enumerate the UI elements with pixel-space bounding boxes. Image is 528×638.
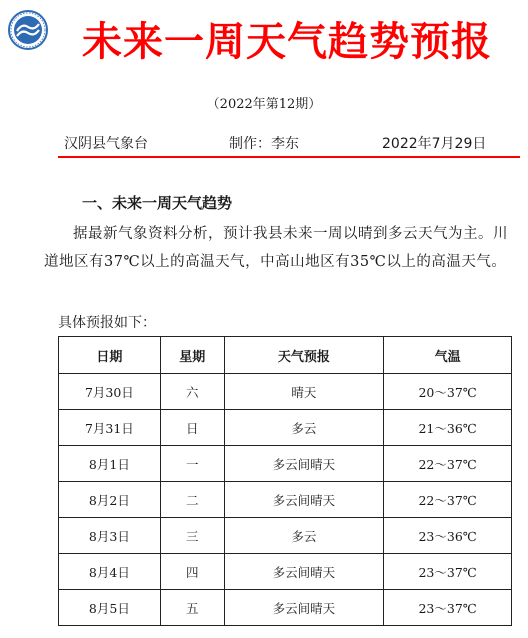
cell-temperature: 23～37℃ (384, 590, 512, 626)
cell-weekday: 日 (160, 410, 224, 446)
author-credit: 制作：李东 (229, 136, 299, 152)
column-header-temperature: 气温 (384, 337, 512, 374)
issue-number: （2022年第12期） (206, 97, 322, 112)
cell-temperature: 23～37℃ (384, 554, 512, 590)
table-header-row (59, 337, 512, 374)
issue-date: 2022年7月29日 (382, 136, 487, 152)
cell-temperature: 22～37℃ (384, 446, 512, 482)
cell-date: 8月1日 (59, 446, 161, 482)
table-intro: 具体预报如下： (58, 315, 156, 331)
cell-weekday: 三 (160, 518, 224, 554)
cell-weekday: 四 (160, 554, 224, 590)
forecast-table (58, 336, 512, 626)
meta-row (64, 134, 504, 154)
cell-weekday: 二 (160, 482, 224, 518)
table-row (59, 518, 512, 554)
page-title: 未来一周天气趋势预报 (82, 19, 492, 65)
meteorological-logo-icon (8, 10, 48, 50)
cell-weather: 多云间晴天 (224, 482, 384, 518)
organization-name: 汉阴县气象台 (64, 136, 148, 152)
cell-temperature: 23～36℃ (384, 518, 512, 554)
cell-date: 7月30日 (59, 374, 161, 410)
cell-temperature: 21～36℃ (384, 410, 512, 446)
column-header-date: 日期 (59, 337, 161, 374)
cell-weekday: 六 (160, 374, 224, 410)
table-row (59, 590, 512, 626)
table-row (59, 374, 512, 410)
cell-weather: 多云间晴天 (224, 554, 384, 590)
forecast-summary-paragraph: 据最新气象资料分析，预计我县未来一周以晴到多云天气为主。川道地区有37℃以上的高温天气，中高山地区有35℃以上的高温天气。 (44, 226, 508, 270)
cell-weather: 多云间晴天 (224, 590, 384, 626)
cell-date: 8月2日 (59, 482, 161, 518)
cell-date: 8月5日 (59, 590, 161, 626)
table-row (59, 554, 512, 590)
column-header-weather: 天气预报 (224, 337, 384, 374)
cell-weather: 晴天 (224, 374, 384, 410)
cell-weekday: 一 (160, 446, 224, 482)
cell-date: 8月3日 (59, 518, 161, 554)
cell-date: 7月31日 (59, 410, 161, 446)
header-divider (58, 156, 520, 158)
cell-weather: 多云间晴天 (224, 446, 384, 482)
cell-temperature: 20～37℃ (384, 374, 512, 410)
section-heading: 一、未来一周天气趋势 (82, 194, 233, 212)
table-row (59, 446, 512, 482)
table-row (59, 482, 512, 518)
cell-temperature: 22～37℃ (384, 482, 512, 518)
cell-weather: 多云 (224, 518, 384, 554)
cell-weather: 多云 (224, 410, 384, 446)
table-row (59, 410, 512, 446)
cell-date: 8月4日 (59, 554, 161, 590)
cell-weekday: 五 (160, 590, 224, 626)
column-header-weekday: 星期 (160, 337, 224, 374)
